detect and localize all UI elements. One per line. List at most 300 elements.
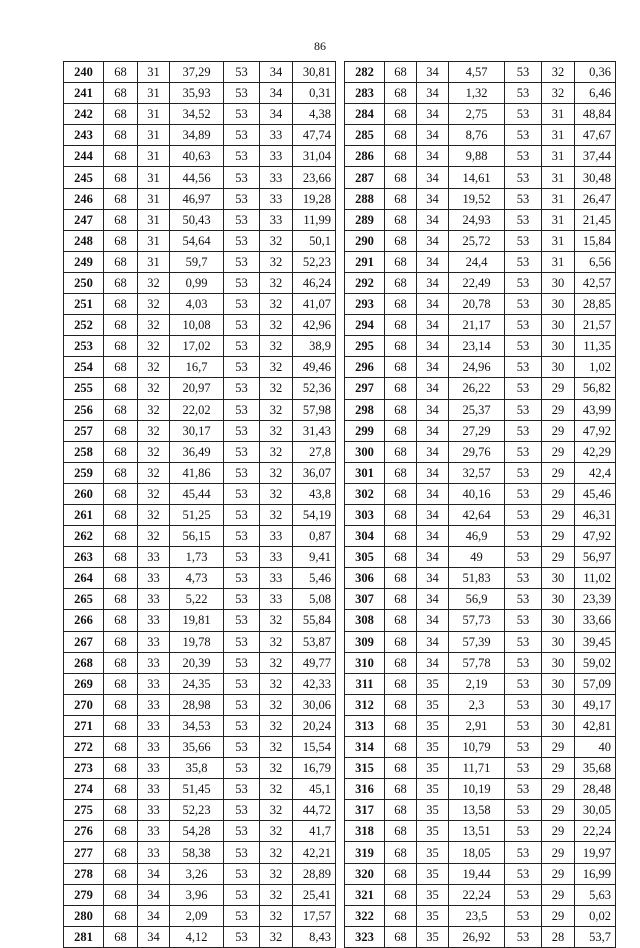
- lon-seconds-cell: 28,48: [575, 779, 616, 800]
- lon-seconds-cell: 56,97: [575, 547, 616, 568]
- table-row: [64, 694, 336, 715]
- lat-degrees-cell: 68: [104, 547, 138, 568]
- lon-seconds-cell: 19,97: [575, 842, 616, 863]
- lat-minutes-cell: 33: [138, 779, 170, 800]
- lon-minutes-cell: 30: [542, 336, 575, 357]
- lat-degrees-cell: 68: [104, 441, 138, 462]
- lon-minutes-cell: 31: [542, 230, 575, 251]
- table-row: [345, 378, 616, 399]
- lon-degrees-cell: 53: [505, 504, 542, 525]
- lon-minutes-cell: 33: [260, 146, 293, 167]
- table-row: [345, 758, 616, 779]
- lon-minutes-cell: 30: [542, 589, 575, 610]
- lat-degrees-cell: 68: [385, 483, 417, 504]
- lon-seconds-cell: 9,41: [293, 547, 336, 568]
- lat-degrees-cell: 68: [104, 800, 138, 821]
- lon-minutes-cell: 32: [260, 631, 293, 652]
- lon-degrees-cell: 53: [224, 758, 260, 779]
- lat-seconds-cell: 22,24: [449, 884, 505, 905]
- lat-minutes-cell: 35: [417, 694, 449, 715]
- lat-seconds-cell: 59,7: [170, 251, 224, 272]
- lat-minutes-cell: 34: [417, 336, 449, 357]
- point-number-cell: 308: [345, 610, 385, 631]
- lon-seconds-cell: 30,05: [575, 800, 616, 821]
- point-number-cell: 320: [345, 863, 385, 884]
- point-number-cell: 282: [345, 62, 385, 83]
- lon-seconds-cell: 19,28: [293, 188, 336, 209]
- lat-minutes-cell: 35: [417, 737, 449, 758]
- point-number-cell: 301: [345, 462, 385, 483]
- lat-degrees-cell: 68: [104, 378, 138, 399]
- lat-seconds-cell: 34,53: [170, 715, 224, 736]
- table-row: [345, 504, 616, 525]
- lon-degrees-cell: 53: [505, 779, 542, 800]
- lat-seconds-cell: 24,35: [170, 673, 224, 694]
- lon-degrees-cell: 53: [505, 462, 542, 483]
- lat-minutes-cell: 34: [417, 83, 449, 104]
- point-number-cell: 261: [64, 504, 104, 525]
- lon-minutes-cell: 34: [260, 62, 293, 83]
- point-number-cell: 277: [64, 842, 104, 863]
- table-row: [345, 294, 616, 315]
- lon-degrees-cell: 53: [505, 863, 542, 884]
- lat-minutes-cell: 31: [138, 209, 170, 230]
- lon-minutes-cell: 28: [542, 926, 575, 947]
- table-row: [64, 399, 336, 420]
- lat-seconds-cell: 4,57: [449, 62, 505, 83]
- lat-degrees-cell: 68: [104, 336, 138, 357]
- lon-degrees-cell: 53: [224, 779, 260, 800]
- table-row: [345, 589, 616, 610]
- lon-minutes-cell: 32: [260, 462, 293, 483]
- lat-seconds-cell: 25,37: [449, 399, 505, 420]
- lat-minutes-cell: 35: [417, 758, 449, 779]
- lat-seconds-cell: 51,45: [170, 779, 224, 800]
- lon-seconds-cell: 31,43: [293, 420, 336, 441]
- lat-minutes-cell: 34: [138, 905, 170, 926]
- point-number-cell: 293: [345, 294, 385, 315]
- table-row: [64, 251, 336, 272]
- table-row: [345, 420, 616, 441]
- lat-seconds-cell: 25,72: [449, 230, 505, 251]
- lon-seconds-cell: 54,19: [293, 504, 336, 525]
- point-number-cell: 309: [345, 631, 385, 652]
- table-row: [64, 589, 336, 610]
- point-number-cell: 302: [345, 483, 385, 504]
- lat-seconds-cell: 3,26: [170, 863, 224, 884]
- lon-seconds-cell: 47,67: [575, 125, 616, 146]
- lon-minutes-cell: 29: [542, 420, 575, 441]
- lon-seconds-cell: 30,06: [293, 694, 336, 715]
- lon-seconds-cell: 47,92: [575, 526, 616, 547]
- lon-minutes-cell: 32: [260, 420, 293, 441]
- lat-degrees-cell: 68: [385, 272, 417, 293]
- lat-seconds-cell: 28,98: [170, 694, 224, 715]
- lat-seconds-cell: 51,25: [170, 504, 224, 525]
- lat-seconds-cell: 13,58: [449, 800, 505, 821]
- point-number-cell: 319: [345, 842, 385, 863]
- lat-minutes-cell: 34: [417, 62, 449, 83]
- lon-seconds-cell: 42,21: [293, 842, 336, 863]
- point-number-cell: 262: [64, 526, 104, 547]
- lon-minutes-cell: 31: [542, 104, 575, 125]
- lat-minutes-cell: 34: [417, 251, 449, 272]
- lon-minutes-cell: 32: [260, 758, 293, 779]
- lat-degrees-cell: 68: [385, 294, 417, 315]
- lat-degrees-cell: 68: [385, 441, 417, 462]
- lon-degrees-cell: 53: [224, 821, 260, 842]
- lon-degrees-cell: 53: [505, 209, 542, 230]
- lon-minutes-cell: 32: [260, 315, 293, 336]
- lat-seconds-cell: 35,93: [170, 83, 224, 104]
- table-row: [64, 884, 336, 905]
- lon-minutes-cell: 29: [542, 462, 575, 483]
- lat-degrees-cell: 68: [104, 715, 138, 736]
- table-row: [345, 631, 616, 652]
- lon-seconds-cell: 53,87: [293, 631, 336, 652]
- lon-seconds-cell: 59,02: [575, 652, 616, 673]
- lat-degrees-cell: 68: [104, 462, 138, 483]
- lat-seconds-cell: 10,79: [449, 737, 505, 758]
- table-row: [345, 842, 616, 863]
- lat-degrees-cell: 68: [104, 905, 138, 926]
- point-number-cell: 253: [64, 336, 104, 357]
- lon-minutes-cell: 30: [542, 652, 575, 673]
- lat-minutes-cell: 34: [417, 399, 449, 420]
- lon-degrees-cell: 53: [224, 167, 260, 188]
- lon-seconds-cell: 6,46: [575, 83, 616, 104]
- point-number-cell: 265: [64, 589, 104, 610]
- lat-degrees-cell: 68: [385, 462, 417, 483]
- lat-minutes-cell: 32: [138, 420, 170, 441]
- table-row: [64, 483, 336, 504]
- lon-degrees-cell: 53: [505, 104, 542, 125]
- lat-minutes-cell: 31: [138, 251, 170, 272]
- point-number-cell: 279: [64, 884, 104, 905]
- lat-seconds-cell: 52,23: [170, 800, 224, 821]
- lat-degrees-cell: 68: [104, 631, 138, 652]
- lat-minutes-cell: 34: [417, 188, 449, 209]
- lon-seconds-cell: 36,07: [293, 462, 336, 483]
- table-row: [64, 610, 336, 631]
- table-row: [345, 230, 616, 251]
- lon-minutes-cell: 30: [542, 715, 575, 736]
- lat-minutes-cell: 35: [417, 673, 449, 694]
- lon-seconds-cell: 46,31: [575, 504, 616, 525]
- lat-minutes-cell: 32: [138, 357, 170, 378]
- lat-minutes-cell: 33: [138, 694, 170, 715]
- lon-minutes-cell: 29: [542, 863, 575, 884]
- lat-degrees-cell: 68: [104, 399, 138, 420]
- lat-minutes-cell: 34: [417, 294, 449, 315]
- point-number-cell: 303: [345, 504, 385, 525]
- lat-degrees-cell: 68: [104, 251, 138, 272]
- lon-seconds-cell: 57,09: [575, 673, 616, 694]
- table-row: [345, 610, 616, 631]
- lat-minutes-cell: 32: [138, 336, 170, 357]
- lat-seconds-cell: 16,7: [170, 357, 224, 378]
- point-number-cell: 247: [64, 209, 104, 230]
- lon-degrees-cell: 53: [505, 715, 542, 736]
- table-row: [64, 420, 336, 441]
- lon-degrees-cell: 53: [224, 863, 260, 884]
- table-row: [345, 315, 616, 336]
- lon-seconds-cell: 43,8: [293, 483, 336, 504]
- lat-minutes-cell: 31: [138, 167, 170, 188]
- table-row: [345, 125, 616, 146]
- lon-degrees-cell: 53: [505, 167, 542, 188]
- point-number-cell: 284: [345, 104, 385, 125]
- lat-minutes-cell: 34: [417, 652, 449, 673]
- lat-degrees-cell: 68: [385, 779, 417, 800]
- point-number-cell: 241: [64, 83, 104, 104]
- lon-degrees-cell: 53: [505, 526, 542, 547]
- lat-seconds-cell: 19,52: [449, 188, 505, 209]
- lat-seconds-cell: 58,38: [170, 842, 224, 863]
- table-row: [64, 357, 336, 378]
- table-row: [64, 568, 336, 589]
- lon-minutes-cell: 33: [260, 125, 293, 146]
- lat-minutes-cell: 33: [138, 800, 170, 821]
- point-number-cell: 255: [64, 378, 104, 399]
- lat-minutes-cell: 34: [417, 167, 449, 188]
- lon-minutes-cell: 30: [542, 694, 575, 715]
- lat-degrees-cell: 68: [385, 737, 417, 758]
- lon-seconds-cell: 45,1: [293, 779, 336, 800]
- lat-minutes-cell: 35: [417, 821, 449, 842]
- lon-degrees-cell: 53: [224, 104, 260, 125]
- lat-degrees-cell: 68: [104, 104, 138, 125]
- lat-seconds-cell: 23,5: [449, 905, 505, 926]
- lon-minutes-cell: 33: [260, 188, 293, 209]
- table-row: [345, 652, 616, 673]
- lon-minutes-cell: 29: [542, 483, 575, 504]
- lon-minutes-cell: 29: [542, 504, 575, 525]
- point-number-cell: 259: [64, 462, 104, 483]
- lon-minutes-cell: 29: [542, 441, 575, 462]
- lat-minutes-cell: 35: [417, 800, 449, 821]
- lat-minutes-cell: 34: [417, 146, 449, 167]
- point-number-cell: 288: [345, 188, 385, 209]
- point-number-cell: 254: [64, 357, 104, 378]
- coordinates-table-right: [344, 61, 616, 948]
- table-row: [345, 905, 616, 926]
- lat-minutes-cell: 34: [417, 104, 449, 125]
- lon-degrees-cell: 53: [224, 188, 260, 209]
- lon-minutes-cell: 32: [260, 715, 293, 736]
- table-row: [64, 652, 336, 673]
- lon-minutes-cell: 31: [542, 167, 575, 188]
- lon-minutes-cell: 32: [260, 926, 293, 947]
- table-row: [345, 779, 616, 800]
- point-number-cell: 304: [345, 526, 385, 547]
- lat-minutes-cell: 33: [138, 652, 170, 673]
- lat-degrees-cell: 68: [385, 821, 417, 842]
- lon-degrees-cell: 53: [505, 758, 542, 779]
- lat-minutes-cell: 33: [138, 758, 170, 779]
- lat-seconds-cell: 54,64: [170, 230, 224, 251]
- lon-seconds-cell: 42,81: [575, 715, 616, 736]
- lon-degrees-cell: 53: [224, 483, 260, 504]
- lon-seconds-cell: 37,44: [575, 146, 616, 167]
- point-number-cell: 249: [64, 251, 104, 272]
- table-row: [64, 842, 336, 863]
- lon-seconds-cell: 0,87: [293, 526, 336, 547]
- lat-minutes-cell: 34: [417, 209, 449, 230]
- lon-minutes-cell: 33: [260, 568, 293, 589]
- lat-seconds-cell: 21,17: [449, 315, 505, 336]
- lat-degrees-cell: 68: [104, 673, 138, 694]
- lat-seconds-cell: 34,89: [170, 125, 224, 146]
- lat-minutes-cell: 35: [417, 779, 449, 800]
- lat-degrees-cell: 68: [104, 758, 138, 779]
- lon-degrees-cell: 53: [505, 884, 542, 905]
- lat-minutes-cell: 32: [138, 441, 170, 462]
- lat-minutes-cell: 32: [138, 399, 170, 420]
- lon-degrees-cell: 53: [224, 673, 260, 694]
- lat-seconds-cell: 41,86: [170, 462, 224, 483]
- table-row: [345, 336, 616, 357]
- lon-minutes-cell: 31: [542, 209, 575, 230]
- lat-minutes-cell: 31: [138, 188, 170, 209]
- lon-minutes-cell: 33: [260, 209, 293, 230]
- lon-minutes-cell: 30: [542, 631, 575, 652]
- table-row: [64, 905, 336, 926]
- lon-seconds-cell: 16,79: [293, 758, 336, 779]
- lat-minutes-cell: 33: [138, 821, 170, 842]
- point-number-cell: 274: [64, 779, 104, 800]
- lat-degrees-cell: 68: [385, 83, 417, 104]
- lon-seconds-cell: 49,46: [293, 357, 336, 378]
- lon-degrees-cell: 53: [505, 357, 542, 378]
- lat-seconds-cell: 27,29: [449, 420, 505, 441]
- point-number-cell: 285: [345, 125, 385, 146]
- lon-minutes-cell: 33: [260, 547, 293, 568]
- table-row: [64, 526, 336, 547]
- lat-seconds-cell: 18,05: [449, 842, 505, 863]
- lat-seconds-cell: 50,43: [170, 209, 224, 230]
- coordinates-table-left: [63, 61, 336, 948]
- lat-degrees-cell: 68: [385, 652, 417, 673]
- lon-degrees-cell: 53: [224, 462, 260, 483]
- lon-seconds-cell: 6,56: [575, 251, 616, 272]
- lat-degrees-cell: 68: [104, 694, 138, 715]
- point-number-cell: 317: [345, 800, 385, 821]
- point-number-cell: 252: [64, 315, 104, 336]
- lon-seconds-cell: 4,38: [293, 104, 336, 125]
- lat-seconds-cell: 20,39: [170, 652, 224, 673]
- lat-seconds-cell: 29,76: [449, 441, 505, 462]
- lat-degrees-cell: 68: [385, 842, 417, 863]
- table-row: [345, 146, 616, 167]
- lat-seconds-cell: 20,97: [170, 378, 224, 399]
- table-row: [345, 62, 616, 83]
- lon-minutes-cell: 31: [542, 188, 575, 209]
- lon-minutes-cell: 30: [542, 357, 575, 378]
- point-number-cell: 294: [345, 315, 385, 336]
- lat-degrees-cell: 68: [385, 504, 417, 525]
- lat-seconds-cell: 4,73: [170, 568, 224, 589]
- lon-minutes-cell: 33: [260, 589, 293, 610]
- lon-minutes-cell: 32: [542, 83, 575, 104]
- lon-minutes-cell: 32: [260, 272, 293, 293]
- lon-minutes-cell: 30: [542, 673, 575, 694]
- lon-degrees-cell: 53: [224, 399, 260, 420]
- lat-minutes-cell: 35: [417, 715, 449, 736]
- lon-minutes-cell: 29: [542, 779, 575, 800]
- point-number-cell: 244: [64, 146, 104, 167]
- lon-minutes-cell: 32: [260, 399, 293, 420]
- point-number-cell: 242: [64, 104, 104, 125]
- lon-minutes-cell: 32: [260, 336, 293, 357]
- lat-seconds-cell: 19,78: [170, 631, 224, 652]
- lon-minutes-cell: 31: [542, 251, 575, 272]
- lon-minutes-cell: 30: [542, 294, 575, 315]
- table-row: [64, 62, 336, 83]
- lon-seconds-cell: 57,98: [293, 399, 336, 420]
- lon-minutes-cell: 32: [260, 779, 293, 800]
- lon-degrees-cell: 53: [224, 357, 260, 378]
- lat-degrees-cell: 68: [104, 230, 138, 251]
- lon-seconds-cell: 28,85: [575, 294, 616, 315]
- lat-minutes-cell: 32: [138, 526, 170, 547]
- lat-minutes-cell: 31: [138, 146, 170, 167]
- lon-seconds-cell: 55,84: [293, 610, 336, 631]
- lon-degrees-cell: 53: [505, 399, 542, 420]
- point-number-cell: 272: [64, 737, 104, 758]
- lat-degrees-cell: 68: [104, 926, 138, 947]
- lon-minutes-cell: 29: [542, 842, 575, 863]
- lat-degrees-cell: 68: [104, 62, 138, 83]
- lon-seconds-cell: 48,84: [575, 104, 616, 125]
- lat-seconds-cell: 24,96: [449, 357, 505, 378]
- lon-seconds-cell: 42,33: [293, 673, 336, 694]
- lat-degrees-cell: 68: [385, 167, 417, 188]
- lon-seconds-cell: 11,02: [575, 568, 616, 589]
- point-number-cell: 280: [64, 905, 104, 926]
- lon-seconds-cell: 44,72: [293, 800, 336, 821]
- lon-seconds-cell: 5,63: [575, 884, 616, 905]
- lon-degrees-cell: 53: [224, 209, 260, 230]
- point-number-cell: 289: [345, 209, 385, 230]
- lon-seconds-cell: 26,47: [575, 188, 616, 209]
- lat-degrees-cell: 68: [104, 863, 138, 884]
- lon-degrees-cell: 53: [224, 336, 260, 357]
- lon-seconds-cell: 15,54: [293, 737, 336, 758]
- lon-seconds-cell: 20,24: [293, 715, 336, 736]
- lon-minutes-cell: 32: [260, 504, 293, 525]
- lat-minutes-cell: 34: [417, 357, 449, 378]
- lon-seconds-cell: 42,4: [575, 462, 616, 483]
- lon-degrees-cell: 53: [505, 610, 542, 631]
- lat-seconds-cell: 37,29: [170, 62, 224, 83]
- table-row: [64, 737, 336, 758]
- point-number-cell: 316: [345, 779, 385, 800]
- table-row: [345, 399, 616, 420]
- lat-degrees-cell: 68: [104, 568, 138, 589]
- point-number-cell: 260: [64, 483, 104, 504]
- lon-seconds-cell: 11,35: [575, 336, 616, 357]
- lat-seconds-cell: 4,03: [170, 294, 224, 315]
- lon-seconds-cell: 46,24: [293, 272, 336, 293]
- table-row: [345, 357, 616, 378]
- point-number-cell: 250: [64, 272, 104, 293]
- lon-degrees-cell: 53: [224, 547, 260, 568]
- lat-degrees-cell: 68: [385, 420, 417, 441]
- lat-degrees-cell: 68: [104, 737, 138, 758]
- lon-minutes-cell: 32: [260, 610, 293, 631]
- lat-seconds-cell: 57,39: [449, 631, 505, 652]
